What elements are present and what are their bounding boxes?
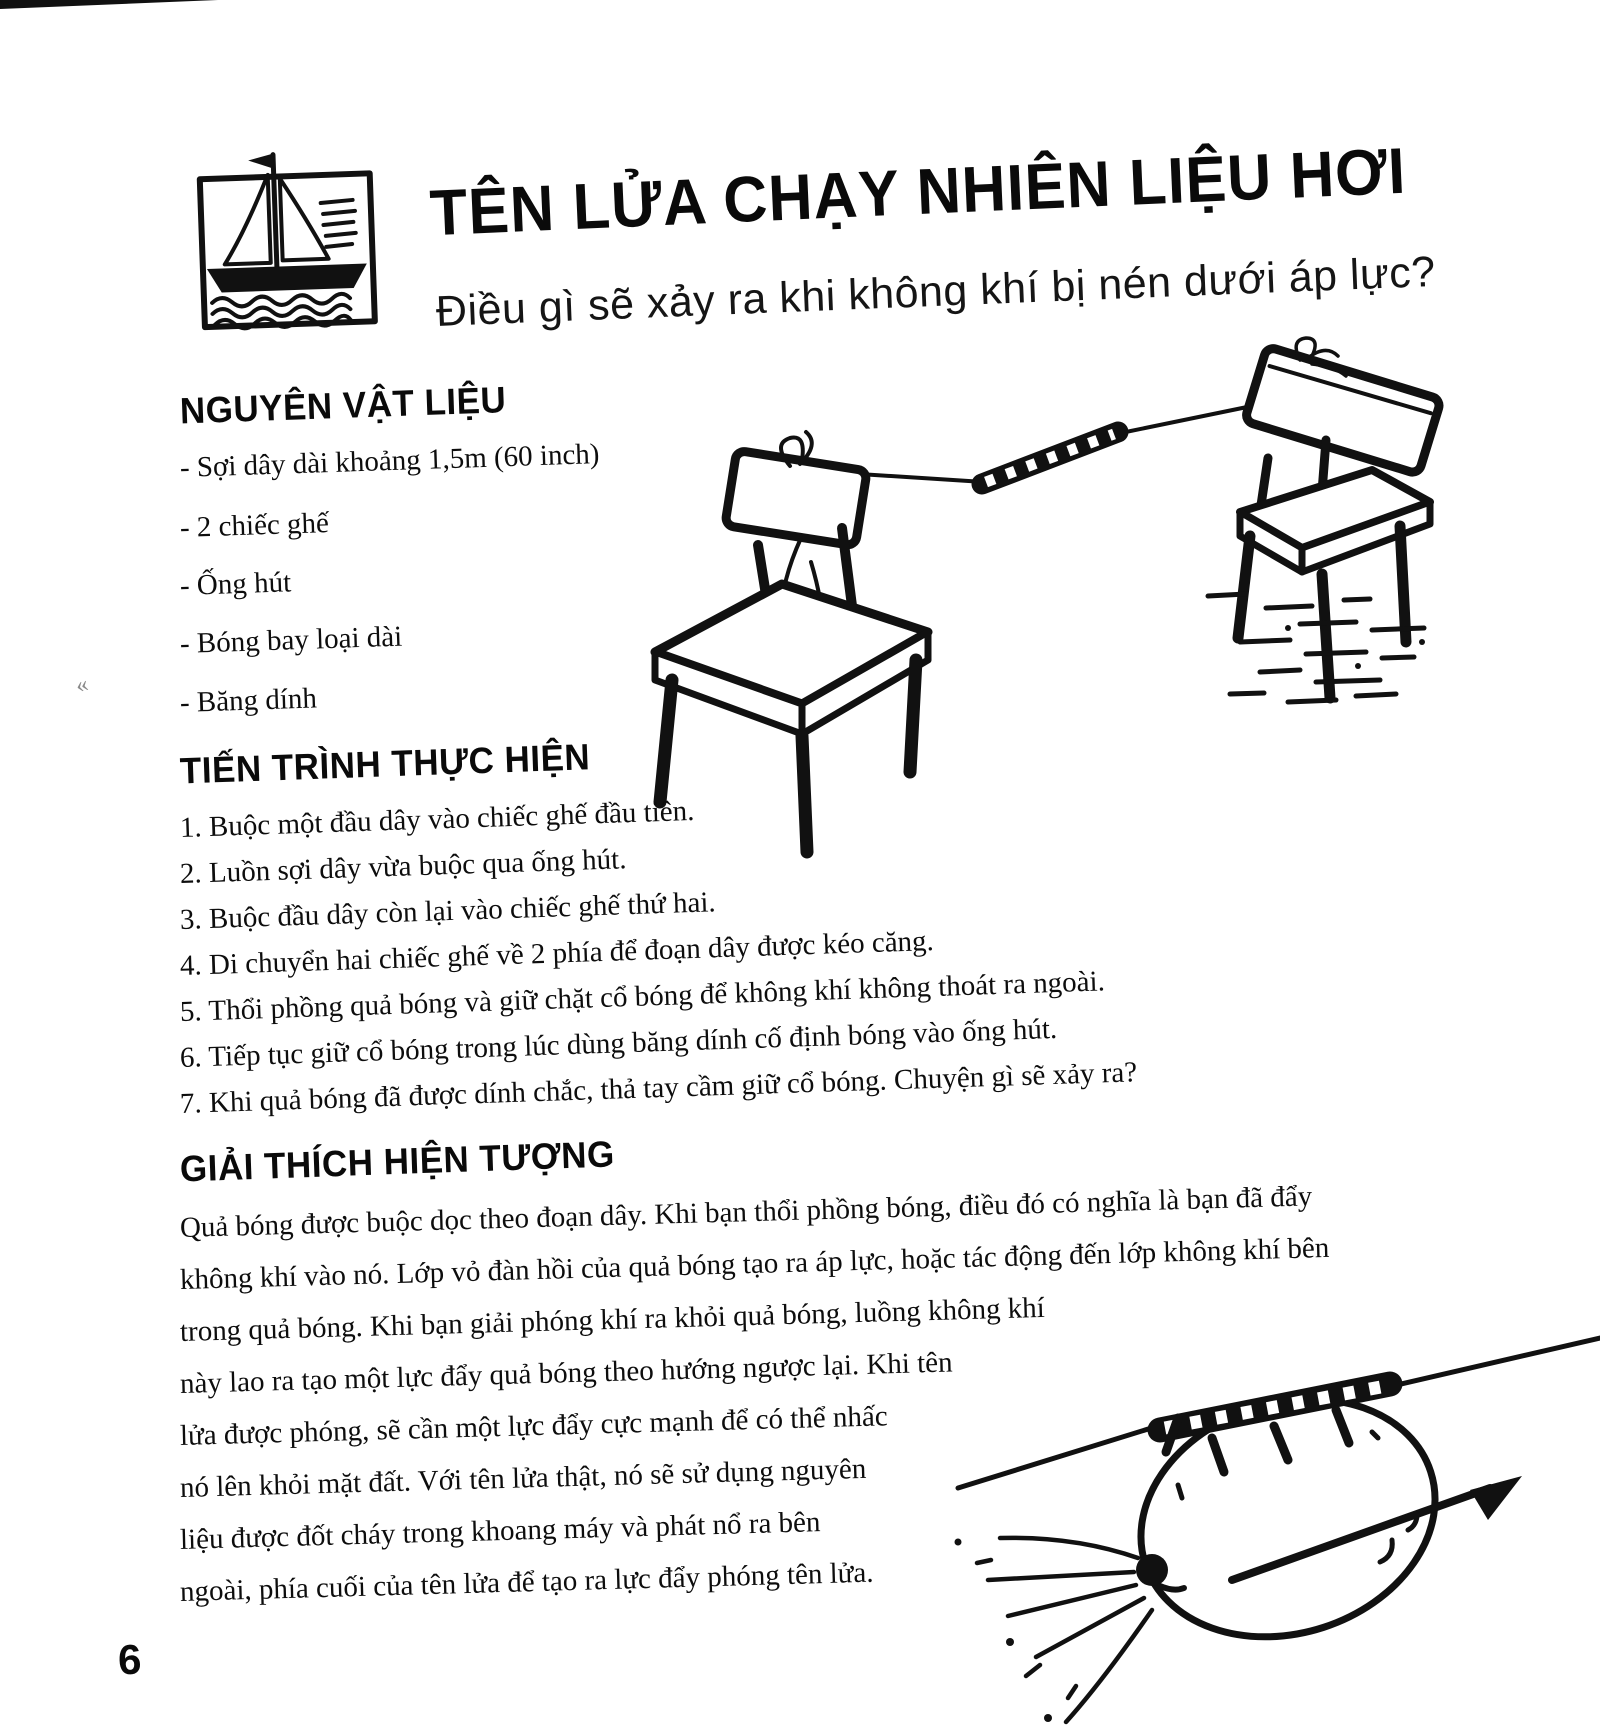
explanation-line: này lao ra tạo một lực đẩy quả bóng theo hướng ngược lại. Khi tên <box>179 1346 953 1400</box>
explanation-line: liệu được đốt cháy trong khoang máy và phát nổ ra bên <box>179 1506 821 1556</box>
explanation-line: không khí vào nó. Lớp vỏ đàn hồi của quả bóng tạo ra áp lực, hoặc tác động đến lớp không khí bên <box>179 1231 1330 1296</box>
straw <box>982 432 1118 484</box>
scan-artifact-icon <box>0 0 218 9</box>
materials-item: - Sợi dây dài khoảng 1,5m (60 inch) <box>179 438 600 484</box>
explanation-line: ngoài, phía cuối của tên lửa để tạo ra lực đẩy phóng tên lửa. <box>179 1556 874 1608</box>
explanation-line: Quả bóng được buộc dọc theo đoạn dây. Khi bạn thổi phồng bóng, điều đó có nghĩa là bạn đã đẩy <box>179 1180 1313 1244</box>
procedure-step: 6. Tiếp tục giữ cổ bóng trong lúc dùng băng dính cố định bóng vào ống hút. <box>179 1012 1058 1074</box>
balloon-jet-on-string-illustration <box>860 1280 1600 1728</box>
page-subtitle: Điều gì sẽ xảy ra khi không khí bị nén dưới áp lực? <box>435 247 1437 336</box>
materials-item: - Bóng bay loại dài <box>179 620 403 660</box>
sailboat-icon <box>194 146 399 338</box>
procedure-step: 1. Buộc một đầu dây vào chiếc ghế đầu tiên. <box>179 794 695 844</box>
procedure-step: 4. Di chuyển hai chiếc ghế về 2 phía để đoạn dây được kéo căng. <box>179 925 935 982</box>
page-title: TÊN LỬA CHẠY NHIÊN LIỆU HƠI <box>428 134 1408 250</box>
materials-heading: NGUYÊN VẬT LIỆU <box>179 379 507 432</box>
materials-item: - 2 chiếc ghế <box>179 507 330 544</box>
materials-item: - Băng dính <box>179 682 318 719</box>
materials-item: - Ống hút <box>179 566 292 602</box>
procedure-step: 5. Thổi phồng quả bóng và giữ chặt cổ bóng để không khí không thoát ra ngoài. <box>179 965 1106 1028</box>
explanation-line: nó lên khỏi mặt đất. Với tên lửa thật, nó sẽ sử dụng nguyên <box>179 1452 867 1504</box>
explanation-line: trong quả bóng. Khi bạn giải phóng khí ra khỏi quả bóng, luồng không khí <box>179 1291 1046 1348</box>
right-chair <box>1208 338 1441 702</box>
scan-speck: « <box>72 670 91 700</box>
procedure-step: 7. Khi quả bóng đã được dính chắc, thả tay cầm giữ cổ bóng. Chuyện gì sẽ xảy ra? <box>179 1056 1138 1120</box>
procedure-heading: TIẾN TRÌNH THỰC HIỆN <box>179 736 591 792</box>
procedure-step: 3. Buộc đầu dây còn lại vào chiếc ghế thứ hai. <box>179 886 717 936</box>
explanation-line: lửa được phóng, sẽ cần một lực đẩy cực mạnh để có thể nhấc <box>179 1400 889 1452</box>
explanation-heading: GIẢI THÍCH HIỆN TƯỢNG <box>179 1133 616 1190</box>
air-jet <box>955 1538 1153 1722</box>
page-number: 6 <box>117 1635 143 1684</box>
procedure-step: 2. Luồn sợi dây vừa buộc qua ống hút. <box>179 843 627 890</box>
two-chairs-string-straw-illustration <box>600 320 1460 865</box>
left-chair <box>655 432 928 852</box>
